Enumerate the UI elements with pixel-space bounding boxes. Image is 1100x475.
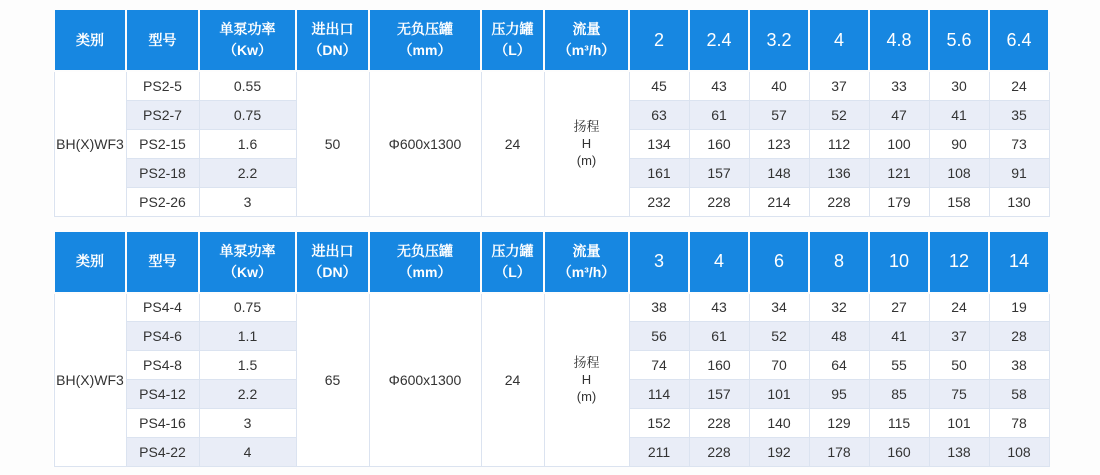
header-sub-label: （m³/h） [557,263,616,280]
header-label: 无负压罐 [397,242,453,259]
header-row [54,231,1049,293]
value-cell: 101 [749,380,809,409]
pump-spec-tables-container [53,8,1100,467]
power-cell: 1.6 [199,129,296,158]
header-cell-4 [369,9,481,71]
value-cell: 136 [809,158,869,187]
model-cell: PS2-5 [126,71,199,100]
model-cell: PS4-12 [126,380,199,409]
power-cell: 2.2 [199,380,296,409]
value-cell: 211 [629,438,689,467]
model-cell: PS4-6 [126,322,199,351]
value-cell: 50 [929,351,989,380]
value-cell: 24 [929,293,989,322]
value-cell: 37 [809,71,869,100]
value-cell: 108 [929,158,989,187]
value-cell: 19 [989,293,1049,322]
value-cell: 129 [809,409,869,438]
value-cell: 228 [689,438,749,467]
value-cell: 48 [809,322,869,351]
category-cell: BH(X)WF3 [54,293,126,467]
head-unit-cell: 扬程 H (m) [544,71,629,216]
header-cell-6 [544,231,629,293]
header-cell-3 [296,9,369,71]
header-cell-4 [369,231,481,293]
value-cell: 78 [989,409,1049,438]
table-row [54,293,1049,322]
value-cell: 28 [989,322,1049,351]
model-cell: PS2-26 [126,187,199,216]
value-cell: 108 [989,438,1049,467]
flow-column-header-2: 2 [629,9,689,71]
header-cell-5 [481,231,544,293]
value-cell: 160 [869,438,929,467]
value-cell: 70 [749,351,809,380]
value-cell: 41 [869,322,929,351]
header-sub-label: （L） [494,42,531,58]
value-cell: 45 [629,71,689,100]
inlet-outlet-cell: 50 [296,71,369,216]
header-sub-label: （L） [494,263,531,280]
header-cell-5 [481,9,544,71]
value-cell: 123 [749,129,809,158]
header-sub-label: （m³/h） [557,42,616,58]
value-cell: 73 [989,129,1049,158]
value-cell: 47 [869,100,929,129]
tank-size-cell: Φ600x1300 [369,71,481,216]
header-label: 压力罐 [491,242,534,259]
value-cell: 148 [749,158,809,187]
value-cell: 121 [869,158,929,187]
power-cell: 0.55 [199,71,296,100]
value-cell: 232 [629,187,689,216]
header-label: 类别 [76,31,104,48]
model-cell: PS2-18 [126,158,199,187]
value-cell: 52 [749,322,809,351]
model-cell: PS4-4 [126,293,199,322]
header-cell-2 [199,9,296,71]
value-cell: 43 [689,71,749,100]
header-label: 进出口 [311,242,354,259]
value-cell: 100 [869,129,929,158]
model-cell: PS4-16 [126,409,199,438]
model-cell: PS2-7 [126,100,199,129]
header-label: 进出口 [311,21,354,37]
power-cell: 1.1 [199,322,296,351]
pressure-tank-cell: 24 [481,293,544,467]
flow-column-header-6: 6 [749,231,809,293]
value-cell: 138 [929,438,989,467]
flow-column-header-4: 4 [809,9,869,71]
value-cell: 192 [749,438,809,467]
model-cell: PS4-22 [126,438,199,467]
value-cell: 58 [989,380,1049,409]
header-cell-0 [54,9,126,71]
flow-column-header-3.2: 3.2 [749,9,809,71]
value-cell: 43 [689,293,749,322]
header-cell-1 [126,9,199,71]
header-cell-6 [544,9,629,71]
header-sub-label: （DN） [308,263,357,280]
header-cell-2 [199,231,296,293]
header-label: 类别 [76,253,104,269]
value-cell: 90 [929,129,989,158]
header-label: 单泵功率 [219,21,276,37]
head-unit-cell: 扬程 H (m) [544,293,629,467]
header-cell-1 [126,231,199,293]
flow-column-header-12: 12 [929,231,989,293]
header-row [54,9,1049,71]
value-cell: 56 [629,322,689,351]
value-cell: 115 [869,409,929,438]
value-cell: 228 [689,409,749,438]
power-cell: 1.5 [199,351,296,380]
power-cell: 2.2 [199,158,296,187]
header-sub-label: （Kw） [223,42,272,58]
category-cell: BH(X)WF3 [54,71,126,216]
value-cell: 63 [629,100,689,129]
value-cell: 61 [689,322,749,351]
value-cell: 57 [749,100,809,129]
power-cell: 0.75 [199,293,296,322]
flow-column-header-2.4: 2.4 [689,9,749,71]
value-cell: 101 [929,409,989,438]
value-cell: 158 [929,187,989,216]
value-cell: 32 [809,293,869,322]
value-cell: 95 [809,380,869,409]
pump-spec-table-1 [53,8,1050,217]
header-sub-label: （DN） [308,42,357,58]
value-cell: 27 [869,293,929,322]
value-cell: 134 [629,129,689,158]
value-cell: 74 [629,351,689,380]
header-cell-3 [296,231,369,293]
value-cell: 38 [629,293,689,322]
value-cell: 130 [989,187,1049,216]
value-cell: 91 [989,158,1049,187]
header-label: 无负压罐 [397,21,453,37]
header-label: 单泵功率 [219,242,276,259]
header-label: 流量 [572,21,601,37]
pump-spec-table-2 [53,230,1050,468]
value-cell: 30 [929,71,989,100]
header-label: 流量 [572,242,601,259]
value-cell: 178 [809,438,869,467]
header-label: 型号 [148,253,177,269]
flow-column-header-6.4: 6.4 [989,9,1049,71]
value-cell: 214 [749,187,809,216]
power-cell: 3 [199,409,296,438]
value-cell: 157 [689,380,749,409]
model-cell: PS2-15 [126,129,199,158]
header-sub-label: （Kw） [223,263,272,280]
value-cell: 152 [629,409,689,438]
flow-column-header-10: 10 [869,231,929,293]
flow-column-header-4: 4 [689,231,749,293]
model-cell: PS4-8 [126,351,199,380]
power-cell: 3 [199,187,296,216]
value-cell: 160 [689,351,749,380]
flow-column-header-14: 14 [989,231,1049,293]
value-cell: 34 [749,293,809,322]
value-cell: 64 [809,351,869,380]
value-cell: 24 [989,71,1049,100]
value-cell: 37 [929,322,989,351]
value-cell: 112 [809,129,869,158]
value-cell: 179 [869,187,929,216]
header-sub-label: （mm） [398,42,452,58]
inlet-outlet-cell: 65 [296,293,369,467]
value-cell: 61 [689,100,749,129]
tank-size-cell: Φ600x1300 [369,293,481,467]
value-cell: 38 [989,351,1049,380]
value-cell: 75 [929,380,989,409]
header-sub-label: （mm） [398,263,452,280]
header-label: 型号 [148,31,177,48]
value-cell: 35 [989,100,1049,129]
value-cell: 157 [689,158,749,187]
power-cell: 4 [199,438,296,467]
header-cell-0 [54,231,126,293]
value-cell: 228 [689,187,749,216]
flow-column-header-4.8: 4.8 [869,9,929,71]
value-cell: 85 [869,380,929,409]
value-cell: 52 [809,100,869,129]
value-cell: 33 [869,71,929,100]
table-row [54,71,1049,100]
power-cell: 0.75 [199,100,296,129]
header-label: 压力罐 [491,21,534,37]
value-cell: 228 [809,187,869,216]
pressure-tank-cell: 24 [481,71,544,216]
value-cell: 140 [749,409,809,438]
flow-column-header-3: 3 [629,231,689,293]
value-cell: 114 [629,380,689,409]
value-cell: 161 [629,158,689,187]
value-cell: 55 [869,351,929,380]
value-cell: 41 [929,100,989,129]
flow-column-header-5.6: 5.6 [929,9,989,71]
flow-column-header-8: 8 [809,231,869,293]
value-cell: 40 [749,71,809,100]
value-cell: 160 [689,129,749,158]
